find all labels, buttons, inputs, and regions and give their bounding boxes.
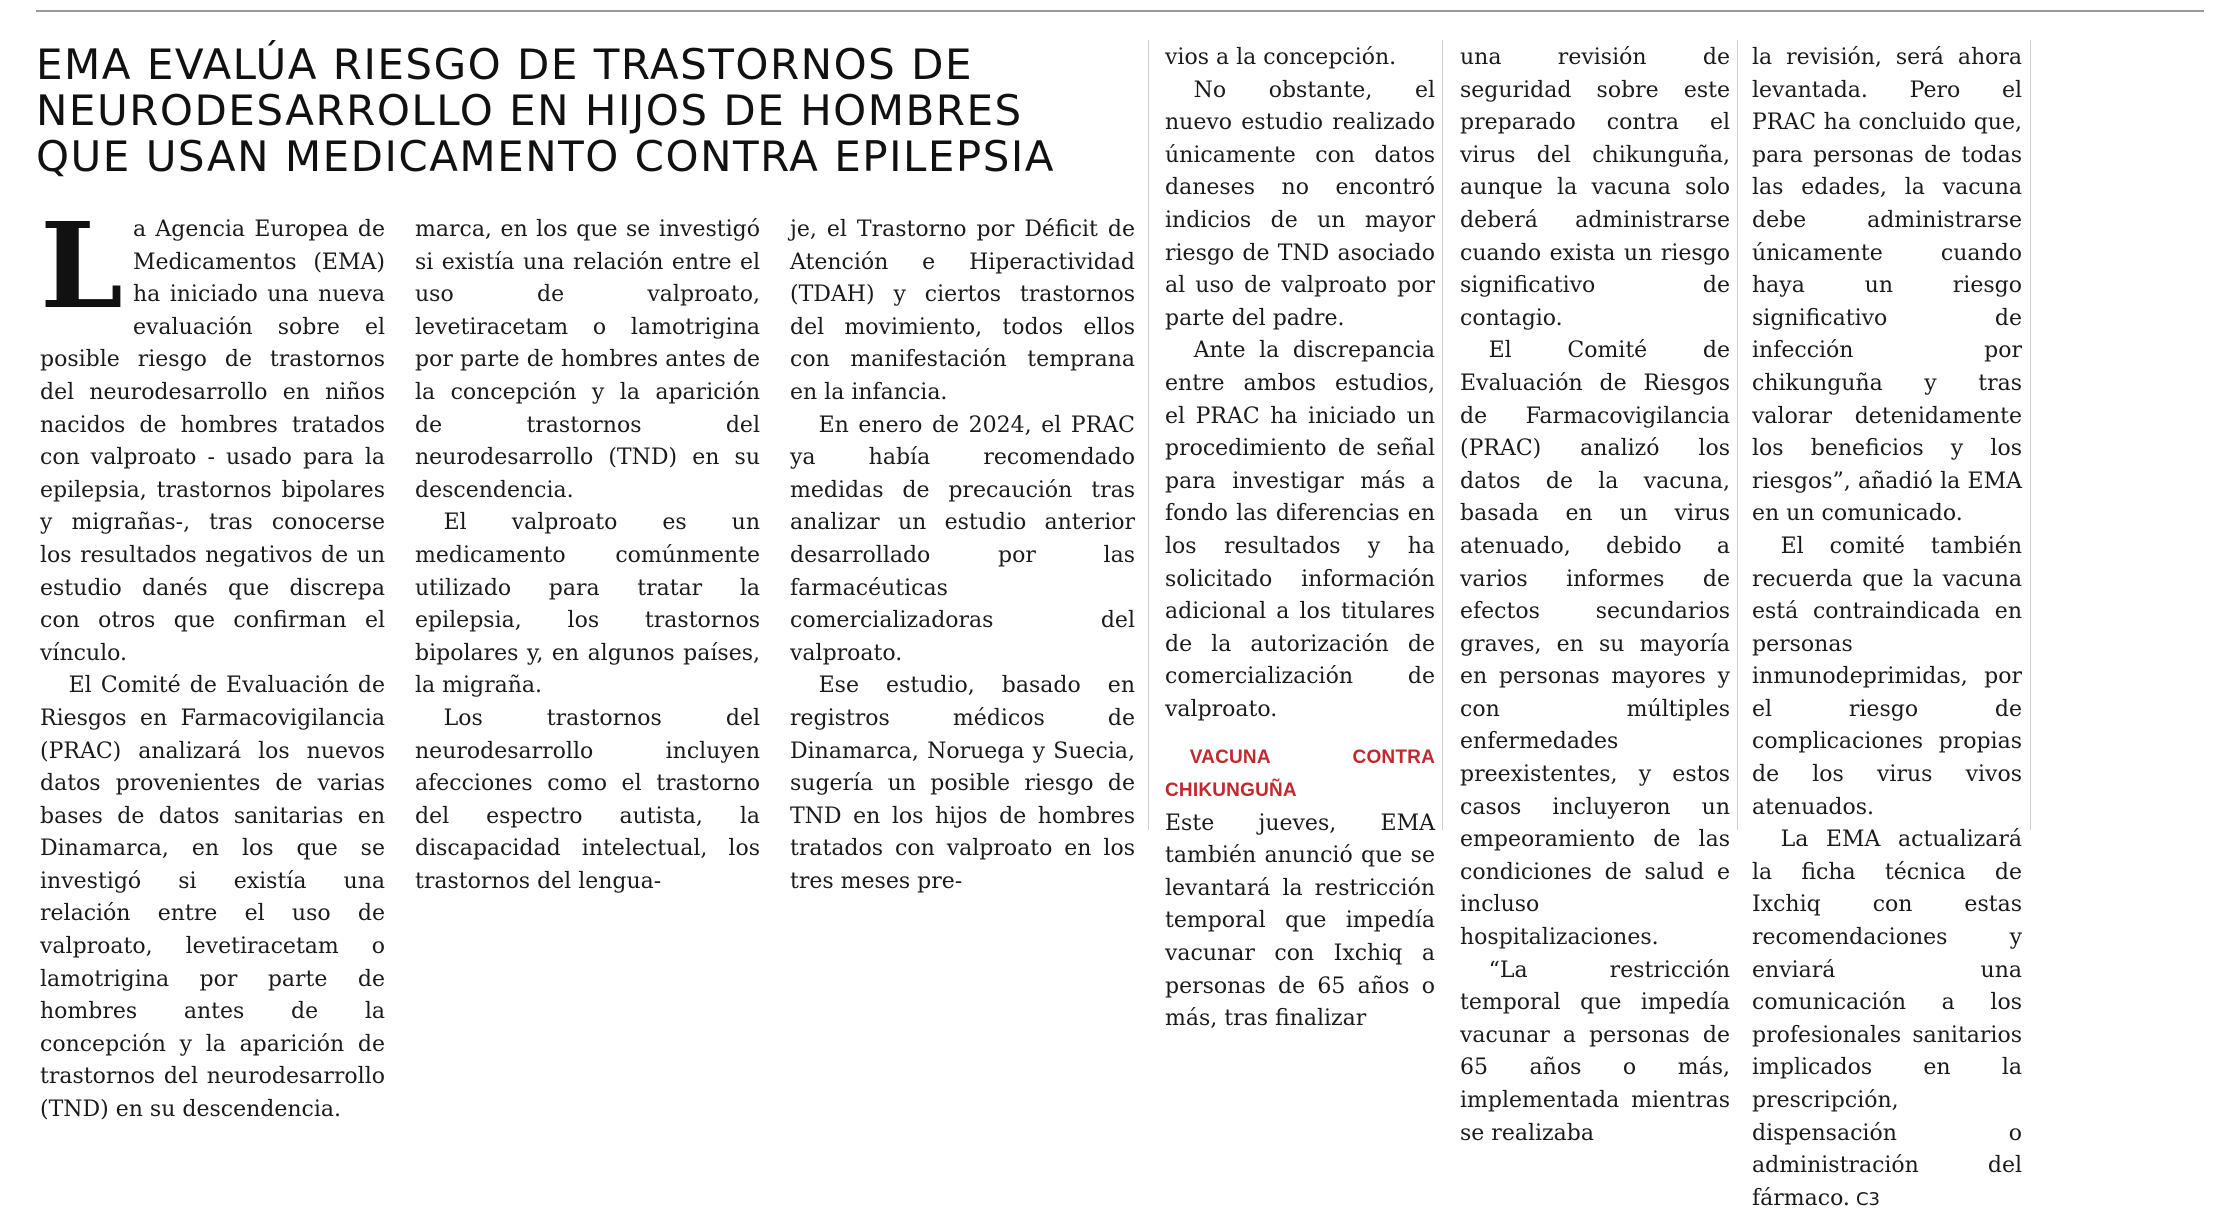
paragraph-continuation: je, el Trastorno por Déficit de Atención e Hiperactividad (TDAH) y ciertos trastornos del movimiento, todos ellos con manifestación temprana en la infancia.	[790, 217, 1135, 405]
article-column-1	[40, 196, 385, 1123]
paragraph-continuation: marca, en los que se investigó si existía una relación entre el uso de valproato, levetiracetam o lamotrigina por parte de hombres antes de la concepción y la aparición de trastornos del neurodesarrollo (TND) en su descendencia.	[415, 217, 760, 503]
headline-line-2: NEURODESARROLLO EN HIJOS DE HOMBRES	[36, 86, 1023, 135]
top-rule	[36, 10, 2204, 12]
column-separator	[1148, 40, 1149, 830]
drop-cap: L	[40, 196, 123, 335]
paragraph-text: La EMA actualizará la ficha técnica de Ixchiq con estas recomendaciones y enviará una comunicación a los profesionales sanitarios implicados en la prescripción, dispensación o administración del fármaco.	[1752, 827, 2022, 1211]
article-column-5	[1460, 42, 1730, 1146]
paragraph: El valproato es un medicamento comúnmente utilizado para tratar la epilepsia, los trastornos bipolares y, en algunos países, la migraña.	[415, 510, 760, 699]
section-subhead: VACUNA CONTRA CHIKUNGUÑA	[1165, 747, 1435, 802]
paragraph: “La restricción temporal que impedía vacunar a personas de 65 años o más, implementada mientras se realizaba	[1460, 957, 1730, 1146]
article-column-4	[1165, 42, 1435, 1032]
column-separator	[2030, 40, 2031, 830]
paragraph-continuation: una revisión de seguridad sobre este preparado contra el virus del chikunguña, aunque la vacuna solo deberá administrarse cuando exista un riesgo significativo de contagio.	[1460, 45, 1730, 331]
paragraph-continuation: vios a la concepción.	[1165, 45, 1397, 70]
paragraph: En enero de 2024, el PRAC ya había recomendado medidas de precaución tras analizar un estudio anterior desarrollado por las farmacéuticas comercializadoras del valproato.	[790, 412, 1135, 666]
paragraph	[1752, 824, 2022, 1216]
paragraph: No obstante, el nuevo estudio realizado únicamente con datos daneses no encontró indicios de un mayor riesgo de TND asociado al uso de valproato por parte del padre.	[1165, 77, 1435, 331]
column-separator	[1442, 40, 1443, 830]
paragraph-text: a Agencia Europea de Medicamentos (EMA) ha iniciado una nueva evaluación sobre el posible riesgo de trastornos del neurodesarrollo en niños nacidos de hombres tratados con valproato - usado para la epilepsia, trastornos bipolares y migrañas-, tras conocerse los resultados negativos de un estudio danés que discrepa con otros que confirman el vínculo.	[40, 217, 385, 666]
headline-line-1: EMA EVALÚA RIESGO DE TRASTORNOS DE	[36, 40, 974, 89]
paragraph: El comité también recuerda que la vacuna está contraindicada en personas inmunodeprimidas, por el riesgo de complicaciones propias de los virus vivos atenuados.	[1752, 533, 2022, 820]
paragraph: El Comité de Evaluación de Riesgos en Farmacovigilancia (PRAC) analizará los nuevos datos provenientes de varias bases de datos sanitarias en Dinamarca, en los que se investigó si existía una relación entre el uso de valproato, levetiracetam o lamotrigina por parte de hombres antes de la concepción y la aparición de trastornos del neurodesarrollo (TND) en su descendencia.	[40, 673, 385, 1123]
paragraph: Ese estudio, basado en registros médicos de Dinamarca, Noruega y Suecia, sugería un posible riesgo de TND en los hijos de hombres tratados con valproato en los tres meses pre-	[790, 673, 1135, 894]
paragraph: El Comité de Evaluación de Riesgos de Farmacovigilancia (PRAC) analizó los datos de la vacuna, basada en un virus atenuado, debido a varios informes de efectos secundarios graves, en su mayoría en personas mayores y con múltiples enfermedades preexistentes, y estos casos incluyeron un empeoramiento de las condiciones de salud e incluso hospitalizaciones.	[1460, 338, 1730, 951]
paragraph-continuation: la revisión, será ahora levantada. Pero el PRAC ha concluido que, para personas de todas las edades, la vacuna debe administrarse únicamente cuando haya un riesgo significativo de infección por chikunguña y tras valorar detenidamente los beneficios y los riesgos”, añadió la EMA en un comunicado.	[1752, 45, 2022, 527]
paragraph: Los trastornos del neurodesarrollo incluyen afecciones como el trastorno del espectro autista, la discapacidad intelectual, los trastornos del lengua-	[415, 705, 760, 894]
article-headline	[36, 42, 1116, 180]
article-column-6	[1752, 42, 2022, 1211]
column-separator	[1737, 40, 1738, 830]
headline-line-3: QUE USAN MEDICAMENTO CONTRA EPILEPSIA	[36, 132, 1055, 181]
article-column-2-text	[415, 214, 760, 894]
paragraph: Ante la discrepancia entre ambos estudios, el PRAC ha iniciado un procedimiento de señal para investigar más a fondo las diferencias en los resultados y ha solicitado información adicional a los titulares de la autorización de comercialización de valproato.	[1165, 338, 1435, 722]
article-column-3	[790, 214, 1135, 894]
paragraph: Este jueves, EMA también anunció que se levantará la restricción temporal que impedía vacunar con Ixchiq a personas de 65 años o más, tras finalizar	[1165, 810, 1435, 1032]
lead-paragraph	[40, 196, 385, 670]
end-mark-icon: C3	[1855, 1188, 1880, 1210]
